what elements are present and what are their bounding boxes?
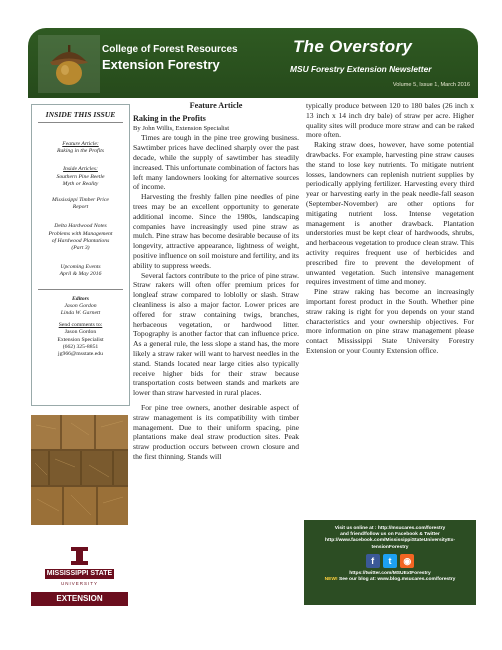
pine-straw-photo	[31, 415, 128, 525]
newsletter-title: The Overstory	[293, 37, 413, 56]
logo-text: EXTENSION	[56, 594, 103, 603]
toc-item[interactable]	[32, 197, 129, 211]
contact-line[interactable]: https://twitter.com/MSUExtForestry	[349, 570, 431, 576]
toc-text: Mississippi Timber Price	[52, 197, 109, 204]
contact-email[interactable]: jg966@msstate.edu	[58, 351, 103, 358]
contact-line[interactable]: http://www.facebook.com/MississippiStateUniversityEx-	[325, 538, 455, 544]
paragraph: Harvesting the freshly fallen pine needles of pine trees may be an excellent opportunity to generate additional income. Since the 1980s, landscaping companies have increasingly used pine straw as mulch. Pine straw has become desirable because of its longevity, attractive appearance, lightness of weight, positive influence on soil moisture and fertility, and its ability to suppress weeds.	[133, 192, 299, 270]
toc-text: Raking in the Profits	[56, 148, 105, 155]
rss-icon[interactable]: ◉	[400, 554, 414, 568]
contact-title: Extension Specialist	[57, 336, 104, 343]
editors-block	[32, 296, 129, 359]
contact-line[interactable]	[304, 577, 476, 583]
contact-line[interactable]: tensionForestry	[371, 544, 409, 550]
sidebar	[31, 104, 130, 406]
toc-text: Upcoming Events	[60, 264, 101, 271]
paragraph: Raking straw does, however, have some potential drawbacks. For example, harvesting pine straw causes the stand to lose key nutrients. To mitigate nutrient losses, landowners can replenish nutrient supplies by periodically applying fertilizer. Harvesting every third year or harvesting early in the peak needle-fall season (September-November) are other options for mitigating nutrient loss. Intense vegetation management is another drawback. Plantation understories must be kept clear of hardwoods, shrubs, and herbaceous vegetation to produce clean straw. This activity requires frequent use of herbicides and prescribed fire to prevent the development of unwanted vegetation. Such intensive management requires investment of time and money.	[306, 140, 474, 287]
facebook-icon[interactable]: f	[366, 554, 380, 568]
contact-line: and friend/follow us on Facebook & Twitter	[340, 532, 440, 538]
newsletter-subtitle: MSU Forestry Extension Newsletter	[290, 64, 432, 74]
toc-text: April & May 2016	[59, 271, 102, 278]
toc-label: Feature Article:	[62, 141, 99, 147]
paragraph: For pine tree owners, another desirable aspect of straw management is its compatibility with timber management. Due to their uniform spacing, pine plantations make deal straw production sites. Peak straw production occurs between crown closure and the first thinning. Stands will	[133, 402, 299, 461]
toc-item[interactable]	[32, 166, 129, 188]
toc-item[interactable]	[32, 141, 129, 155]
sidebar-heading: INSIDE THIS ISSUE	[45, 110, 116, 119]
volume-info: Volume 5, Issue 1, March 2016	[392, 82, 470, 88]
toc-text: of Hardwood Plantations	[51, 237, 110, 244]
contact-box	[304, 520, 476, 605]
twitter-icon[interactable]: t	[383, 554, 397, 568]
blog-link[interactable]: See our blog at: www.blog.msucares.com/forestry	[337, 577, 456, 583]
editors-label: Editors	[71, 295, 90, 302]
college-name: College of Forest Resources	[102, 44, 238, 55]
new-badge: NEW!	[324, 577, 338, 583]
department-name: Extension Forestry	[102, 57, 220, 72]
article-title: Raking in the Profits	[133, 113, 206, 123]
toc-item[interactable]	[32, 223, 129, 252]
toc-text: (Part 3)	[71, 245, 90, 252]
paragraph: typically produce between 120 to 180 bales (26 inch x 13 inch x 14 inch dry bale) of straw per acre. Higher quality sites will produce more straw and can be raked more often.	[306, 101, 474, 140]
toc-text: Myth or Reality	[62, 180, 99, 187]
editor-name: Jason Gordon	[64, 302, 97, 309]
send-comments-label: Send comments to:	[58, 322, 103, 329]
toc-text: Problems with Management	[48, 230, 113, 237]
article-column-2	[306, 101, 474, 356]
toc-item[interactable]	[32, 264, 129, 278]
paragraph: Times are tough in the pine tree growing business. Sawtimber prices have declined sharply over the past decade, while the supply of sawtimber has steadily increased. This unfortunate combination of factors has left many landowners looking for alternative sources of income.	[133, 133, 299, 192]
acorn-logo	[38, 35, 100, 93]
paragraph: Pine straw raking has become an increasingly important forest product in the South. Whether pine straw raking is right for you depends on your stand characteristics and your ownership objectives. For more information on pine straw management please contact Mississippi State University Forestry Extension or your County Extension office.	[306, 287, 474, 355]
contact-name: Jason Gordon	[64, 329, 97, 336]
section-label: Feature Article	[189, 101, 243, 110]
editor-name: Linda W. Garnett	[60, 310, 101, 317]
toc-text: Report	[72, 204, 89, 211]
msu-extension-logo	[31, 545, 128, 607]
toc-text: Southern Pine Beetle	[56, 173, 105, 180]
contact-phone: (662) 325-8851	[62, 343, 99, 350]
contact-line[interactable]: Visit us online at : http://msucares.com/forestry	[334, 526, 446, 531]
article-column-1	[133, 101, 299, 462]
paragraph: Several factors contribute to the price of pine straw. Straw rakers will often offer premium prices for longleaf straw compared to loblolly or slash. Straw cleanliness is also a major factor. Lower prices are offered for straw containing twigs, branches, herbaceous vegetation, or hardwood litter. Topography is another factor that can influence price. As a general rule, the less slope a stand has, the more likely a straw raker will want to harvest needles in the stand. Stands located near large cities also typically receive higher bids for their straw because transportation costs between stands and markets are lower than straw harvested in rural places.	[133, 270, 299, 398]
logo-text: UNIVERSITY	[60, 581, 98, 586]
toc-label: Inside Articles:	[63, 166, 98, 173]
toc-text: Delta Hardwood Notes	[54, 223, 107, 230]
article-byline: By John Willis, Extension Specialist	[133, 124, 230, 132]
logo-text: MISSISSIPPI STATE	[46, 570, 113, 577]
newsletter-header	[28, 28, 478, 98]
